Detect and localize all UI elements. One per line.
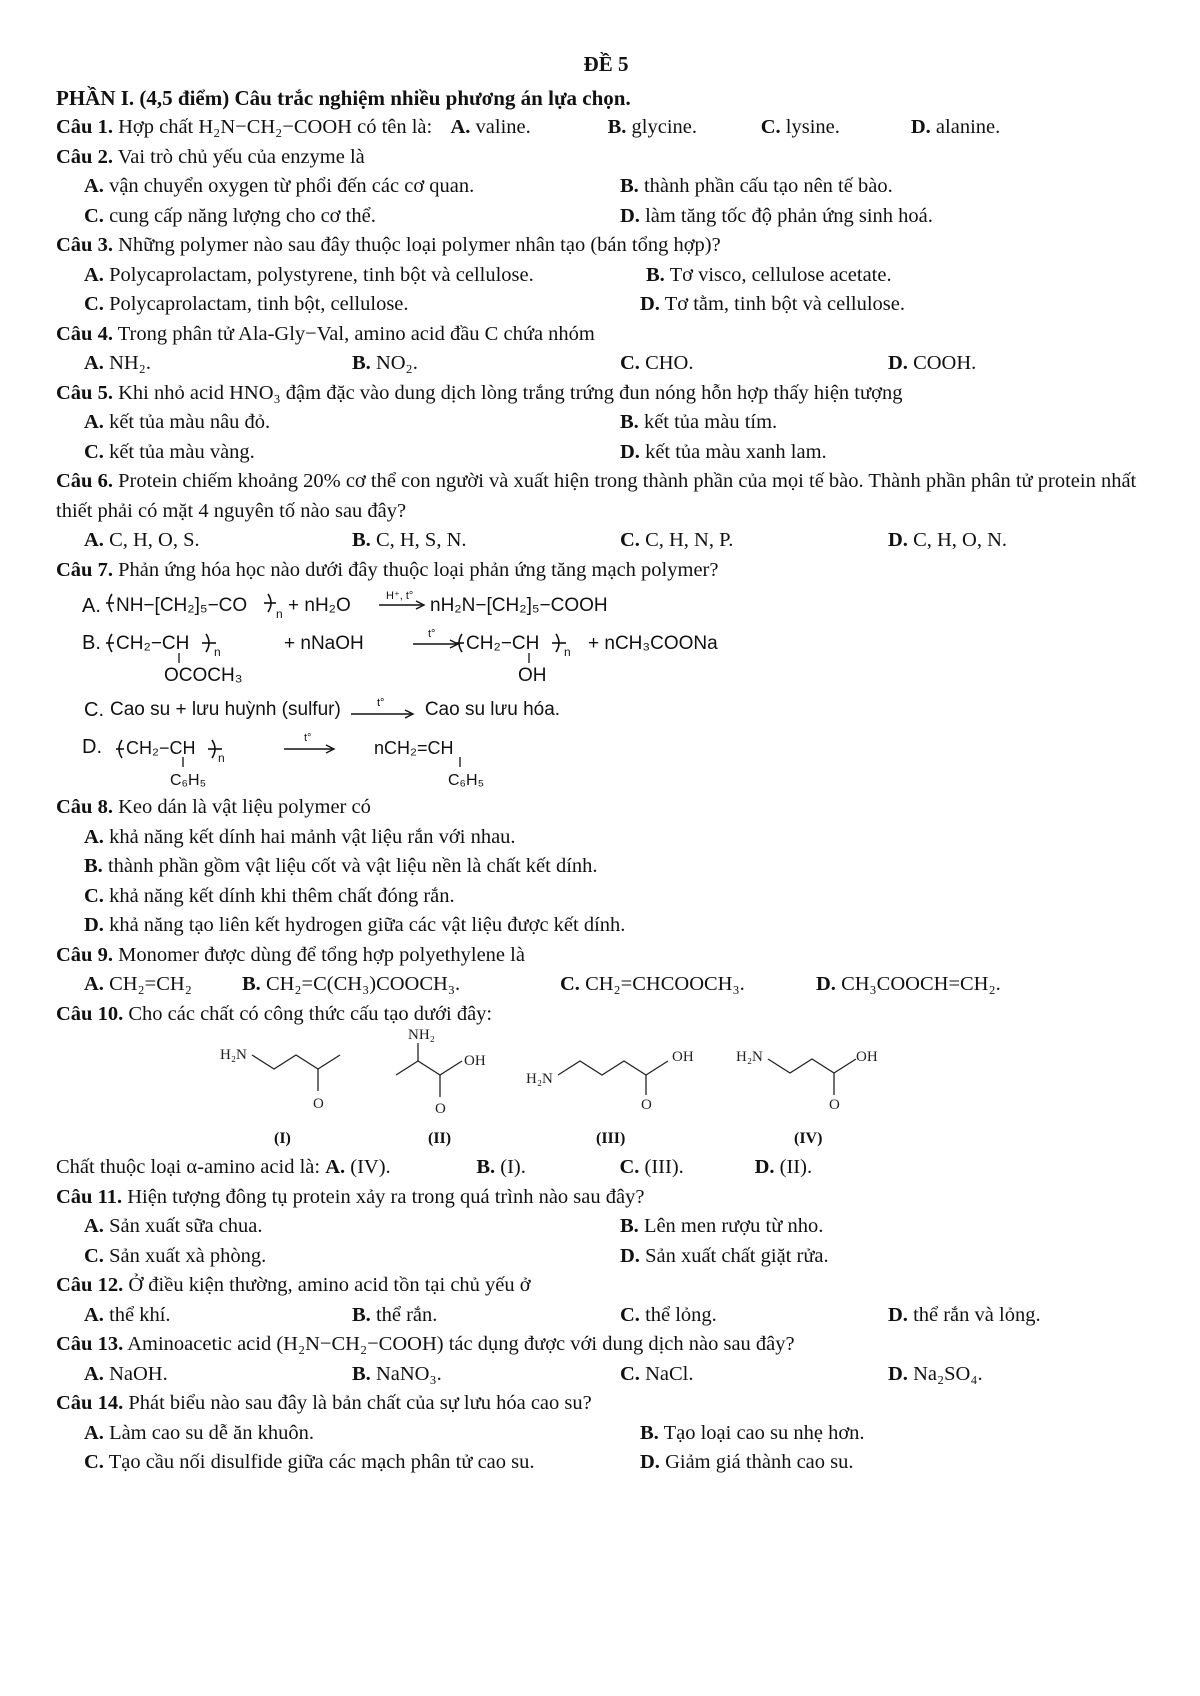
svg-text:C₆H₅: C₆H₅ xyxy=(170,772,207,789)
option-c: C. Tạo cầu nối disulfide giữa các mạch phân tử cao su. xyxy=(84,1451,535,1473)
question-4: Câu 4. Trong phân tử Ala-Gly−Val, amino acid đầu C chứa nhóm xyxy=(56,322,595,345)
options-row xyxy=(56,408,1156,438)
question-10: Câu 10. Cho các chất có công thức cấu tạo dưới đây: xyxy=(56,1002,493,1025)
options-row xyxy=(56,1360,1156,1390)
svg-text:O: O xyxy=(641,1097,652,1113)
option-b: B. NaNO₃. xyxy=(352,1362,442,1385)
option-a: A. NaOH. xyxy=(84,1362,168,1385)
option-c: C. cung cấp năng lượng cho cơ thể. xyxy=(84,204,376,227)
options-row xyxy=(56,970,1156,1000)
option-c: C. khả năng kết dính khi thêm chất đóng rắn. xyxy=(84,884,455,907)
exam-title: ĐỀ 5 xyxy=(583,52,629,76)
svg-text:t°: t° xyxy=(304,732,312,744)
svg-text:n: n xyxy=(276,607,283,621)
reaction-arrow xyxy=(347,695,419,725)
option-a: A. khả năng kết dính hai mảnh vật liệu rắn với nhau. xyxy=(84,825,516,848)
option-d: D. kết tủa màu xanh lam. xyxy=(620,440,827,463)
svg-text:CH₂−CH: CH₂−CH xyxy=(466,633,540,654)
reaction-c: C. Cao su + lưu huỳnh (sulfur) t° Cao su lưu hóa. xyxy=(56,689,1156,731)
options-row xyxy=(56,1448,1156,1478)
option-d: D. Giảm giá thành cao su. xyxy=(640,1451,854,1473)
structure-label: (IV) xyxy=(794,1130,823,1147)
options-row xyxy=(56,290,1156,320)
option-b: B. Tạo loại cao su nhẹ hơn. xyxy=(640,1421,865,1444)
option-c: (III). xyxy=(644,1156,684,1178)
option-a: A. NH₂. xyxy=(84,352,151,374)
question-6: Câu 6. Protein chiếm khoảng 20% cơ thể con người và xuất hiện trong thành phần của mọi tế bào. Thành phần phân tử protein nhất thiết phải có mặt 4 nguyên tố nào sau đây? xyxy=(56,470,1137,522)
option-d: D. Tơ tằm, tinh bột và cellulose. xyxy=(640,293,905,315)
question-5: Câu 5. Khi nhỏ acid HNO₃ đậm đặc vào dung dịch lòng trắng trứng đun nóng hỗn hợp thấy hiện tượng xyxy=(56,381,903,404)
svg-text:n: n xyxy=(564,645,571,659)
svg-text:OH: OH xyxy=(672,1049,694,1065)
svg-text:D.: D. xyxy=(82,736,102,758)
option-c: lysine. xyxy=(785,116,840,138)
option-a: A. kết tủa màu nâu đỏ. xyxy=(84,411,271,433)
option-b: B. Tơ visco, cellulose acetate. xyxy=(646,263,892,286)
svg-text:H₂N: H₂N xyxy=(526,1071,553,1087)
options-row xyxy=(56,202,1156,232)
option-c: C. Sản xuất xà phòng. xyxy=(84,1244,267,1267)
options-row xyxy=(56,261,1156,291)
option-d: alanine. xyxy=(935,116,1001,138)
product: nH₂N−[CH₂]₅−COOH xyxy=(430,595,608,616)
svg-text:O: O xyxy=(829,1097,840,1113)
condition: H⁺, t° xyxy=(386,590,414,602)
option-c: C. CH₂=CHCOOCH₃. xyxy=(560,973,745,995)
option-c: C. CHO. xyxy=(620,352,694,374)
option-d: D. Na₂SO₄. xyxy=(888,1362,983,1385)
option-c: C. Polycaprolactam, tinh bột, cellulose. xyxy=(84,293,409,315)
option-a: A. Sản xuất sữa chua. xyxy=(84,1215,263,1237)
options-row xyxy=(56,1242,1156,1272)
option-d: D. khả năng tạo liên kết hydrogen giữa các vật liệu được kết dính. xyxy=(84,914,626,936)
svg-text:OCOCH₃: OCOCH₃ xyxy=(164,665,243,686)
option-d: D. COOH. xyxy=(888,352,977,374)
question-1: Câu 1. Hợp chất H₂N−CH₂−COOH có tên là: A. valine. B. glycine. C. lysine. D. alanine. xyxy=(56,116,1001,138)
svg-text:OH: OH xyxy=(464,1053,486,1069)
options-row xyxy=(56,349,1156,379)
svg-text:OH: OH xyxy=(518,665,547,686)
option-c: C. thể lỏng. xyxy=(620,1303,717,1326)
structure-label: (II) xyxy=(428,1130,452,1147)
question-stem: Hợp chất H₂N−CH₂−COOH có tên là: xyxy=(118,116,433,138)
svg-text:O: O xyxy=(435,1101,446,1117)
option-b: B. CH₂=C(CH₃)COOCH₃. xyxy=(242,973,461,995)
option-b: B. thể rắn. xyxy=(352,1303,438,1326)
reaction-d xyxy=(56,731,1156,793)
option-b: B. thành phần cấu tạo nên tế bào. xyxy=(620,175,893,197)
option-c: C. kết tủa màu vàng. xyxy=(84,440,255,463)
options-row xyxy=(56,526,1156,556)
svg-text:B.: B. xyxy=(82,632,101,654)
option-a: A. Làm cao su dễ ăn khuôn. xyxy=(84,1421,315,1444)
option-a: A. CH₂=CH₂ xyxy=(84,973,192,995)
option-b: B. kết tủa màu tím. xyxy=(620,411,778,433)
svg-text:H₂N: H₂N xyxy=(220,1047,247,1063)
options-row xyxy=(56,172,1156,202)
svg-text:t°: t° xyxy=(376,697,385,709)
question-9: Câu 9. Monomer được dùng để tổng hợp polyethylene là xyxy=(56,943,525,966)
svg-text:+ nCH₃COONa: + nCH₃COONa xyxy=(588,633,718,654)
option-a: A. thể khí. xyxy=(84,1303,171,1326)
reactant: + nH₂O xyxy=(288,595,351,616)
option-a: (IV). xyxy=(350,1156,391,1178)
option-b: glycine. xyxy=(631,116,698,138)
question-13: Câu 13. Aminoacetic acid (H₂N−CH₂−COOH) tác dụng được với dung dịch nào sau đây? xyxy=(56,1333,795,1355)
reaction-b xyxy=(56,625,1156,689)
svg-text:O: O xyxy=(313,1096,324,1112)
option-a: A. vận chuyển oxygen từ phổi đến các cơ quan. xyxy=(84,175,475,197)
option-b: B. Lên men rượu từ nho. xyxy=(620,1215,824,1237)
svg-text:OH: OH xyxy=(856,1049,878,1065)
option-d: D. C, H, O, N. xyxy=(888,529,1008,551)
svg-text:n: n xyxy=(218,751,225,765)
option-b: B. thành phần gồm vật liệu cốt và vật liệu nền là chất kết dính. xyxy=(84,855,598,877)
option-b: B. C, H, S, N. xyxy=(352,529,467,551)
svg-text:NH₂: NH₂ xyxy=(408,1029,435,1043)
reaction-label: A. xyxy=(82,595,101,617)
option-b: (I). xyxy=(500,1156,526,1178)
option-c: C. C, H, N, P. xyxy=(620,529,734,551)
svg-text:t°: t° xyxy=(428,628,436,640)
option-d: (II). xyxy=(779,1156,813,1178)
svg-text:CH₂−CH: CH₂−CH xyxy=(116,633,190,654)
question-14: Câu 14. Phát biểu nào sau đây là bản chất của sự lưu hóa cao su? xyxy=(56,1392,592,1414)
options-list xyxy=(56,823,1156,941)
question-10-answers: Chất thuộc loại α-amino acid là: A. (IV). B. (I). C. (III). D. (II). xyxy=(56,1156,813,1178)
polymer-unit: NH−[CH₂]₅−CO xyxy=(116,595,248,616)
option-a: valine. xyxy=(475,116,531,138)
option-d: D. CH₃COOCH=CH₂. xyxy=(816,973,1001,995)
option-d: D. làm tăng tốc độ phản ứng sinh hoá. xyxy=(620,204,933,227)
option-a: A. Polycaprolactam, polystyrene, tinh bột và cellulose. xyxy=(84,263,534,286)
option-b: B. NO₂. xyxy=(352,352,418,374)
question-3: Câu 3. Những polymer nào sau đây thuộc loại polymer nhân tạo (bán tổng hợp)? xyxy=(56,234,721,256)
svg-text:nCH₂=CH: nCH₂=CH xyxy=(374,738,454,758)
options-row xyxy=(56,1419,1156,1449)
svg-text:C₆H₅: C₆H₅ xyxy=(448,772,485,789)
option-d: D. thể rắn và lỏng. xyxy=(888,1303,1041,1326)
question-8: Câu 8. Keo dán là vật liệu polymer có xyxy=(56,796,371,818)
structure-label: (III) xyxy=(596,1130,626,1147)
svg-text:CH₂−CH: CH₂−CH xyxy=(126,738,196,758)
structures-figure xyxy=(56,1029,1156,1153)
option-d: D. Sản xuất chất giặt rửa. xyxy=(620,1244,829,1267)
options-row xyxy=(56,438,1156,468)
svg-text:+ nNaOH: + nNaOH xyxy=(284,633,364,654)
options-row xyxy=(56,1212,1156,1242)
exam-page xyxy=(56,52,1156,1478)
reaction-a xyxy=(56,585,1156,625)
question-label: Câu 1. xyxy=(56,116,113,138)
option-a: A. C, H, O, S. xyxy=(84,529,200,551)
structure-label: (I) xyxy=(274,1130,291,1147)
question-7: Câu 7. Phản ứng hóa học nào dưới đây thuộc loại phản ứng tăng mạch polymer? xyxy=(56,558,719,581)
option-c: C. NaCl. xyxy=(620,1362,694,1385)
svg-text:H₂N: H₂N xyxy=(736,1049,763,1065)
question-11: Câu 11. Hiện tượng đông tụ protein xảy ra trong quá trình nào sau đây? xyxy=(56,1185,645,1208)
question-2: Câu 2. Vai trò chủ yếu của enzyme là xyxy=(56,145,365,168)
options-row xyxy=(56,1301,1156,1331)
svg-text:n: n xyxy=(214,645,221,659)
section-heading: PHẦN I. (4,5 điểm) Câu trắc nghiệm nhiều phương án lựa chọn. xyxy=(56,86,631,110)
question-12: Câu 12. Ở điều kiện thường, amino acid tồn tại chủ yếu ở xyxy=(56,1274,531,1296)
